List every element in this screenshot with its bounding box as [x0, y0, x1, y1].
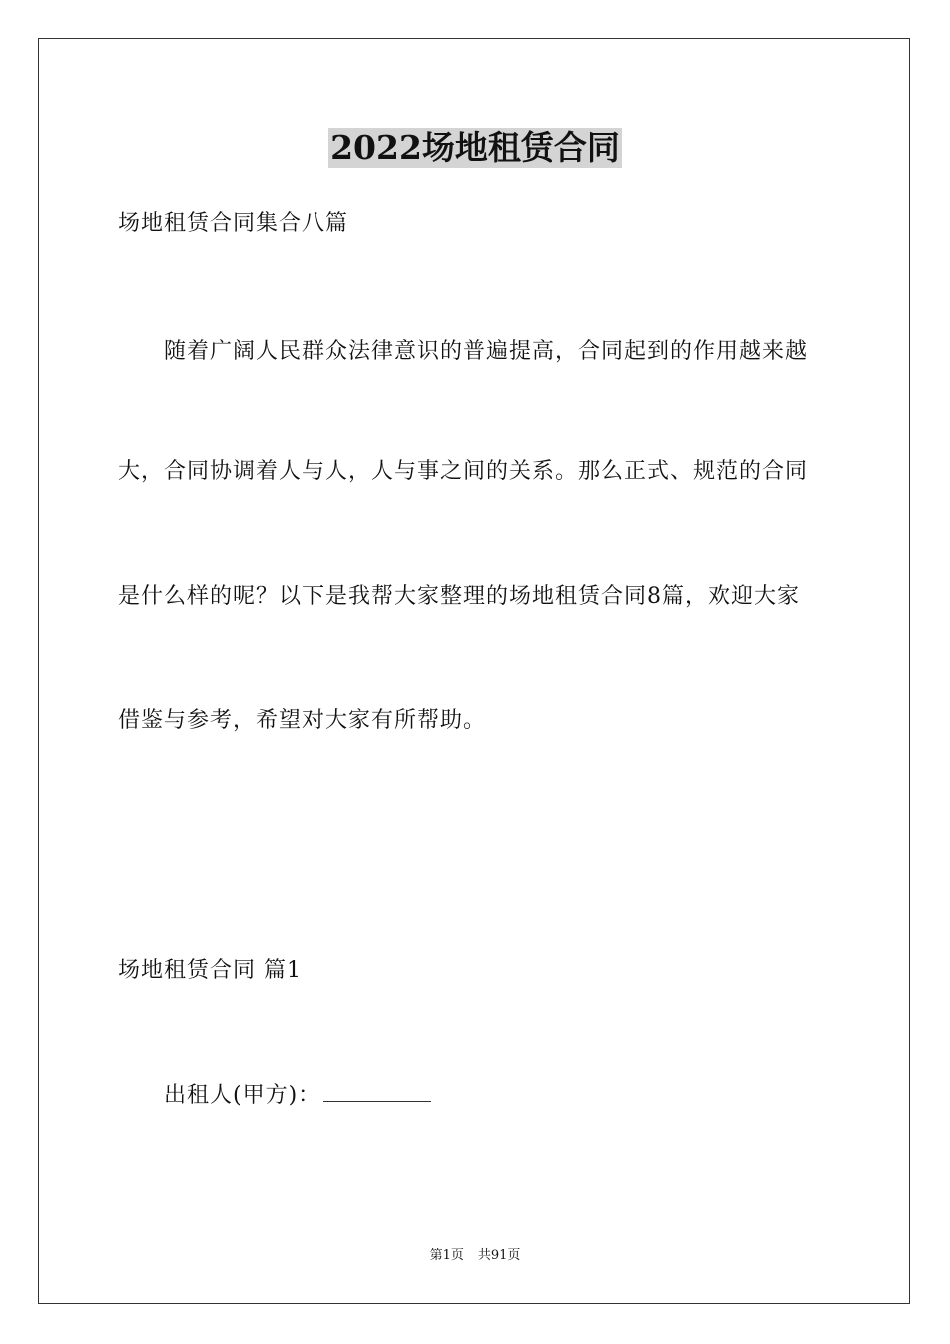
footer-page-total: 共91页 — [477, 1248, 521, 1263]
lessor-line — [164, 1082, 431, 1110]
page-footer — [0, 1247, 950, 1265]
document-subtitle: 场地租赁合同集合八篇 — [118, 211, 349, 236]
lessor-label: 出租人(甲方)： — [164, 1083, 322, 1108]
section-heading: 场地租赁合同 篇1 — [118, 958, 302, 983]
intro-line-3: 是什么样的呢？以下是我帮大家整理的场地租赁合同8篇，欢迎大家 — [118, 584, 800, 609]
intro-line-1: 随着广阔人民群众法律意识的普遍提高，合同起到的作用越来越 — [164, 339, 809, 364]
lessor-blank-field — [323, 1083, 431, 1102]
document-title-wrapper — [0, 128, 950, 168]
document-title: 2022场地租赁合同 — [330, 128, 620, 167]
intro-line-4: 借鉴与参考，希望对大家有所帮助。 — [118, 708, 487, 733]
intro-line-2: 大，合同协调着人与人，人与事之间的关系。那么正式、规范的合同 — [118, 459, 809, 484]
footer-page-current: 第1页 — [429, 1248, 464, 1263]
